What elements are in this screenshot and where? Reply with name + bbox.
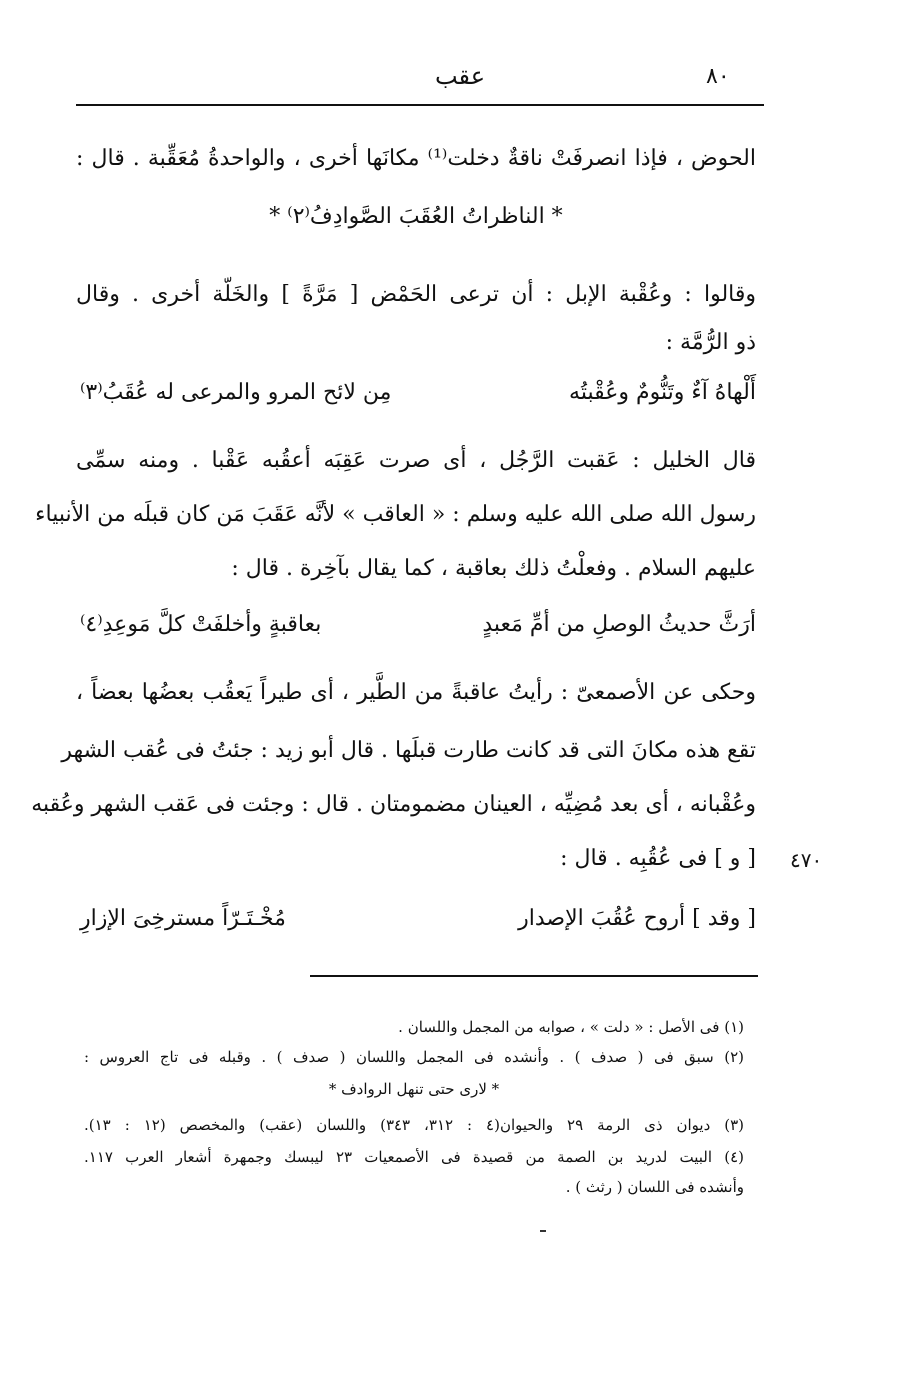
body-line-9: وعُقْبانه ، أى بعد مُضِيِّه ، العينان مضمومتان . قال : وجئت فى عَقب الشهر وعُقبه	[31, 792, 756, 817]
footnote-4: (٤) البيت لدريد بن الصمة من قصيدة فى الأصمعيات ٢٣ ليبسك وجمهرة أشعار العرب ١١٧.	[84, 1148, 744, 1166]
footnote-3: (٣) ديوان ذى الرمة ٢٩ والحيوان(٤ : ٣١٢، ٣٤٣) واللسان (عقب) والمخصص (١٢ : ١٣).	[84, 1116, 744, 1134]
body-line-8: تقع هذه مكانَ التى قد كانت طارت قبلَها . قال أبو زيد : جئتُ فى عُقب الشهر	[61, 738, 756, 763]
footnote-4-continuation: وأنشده فى اللسان ( رثث ) .	[565, 1178, 744, 1196]
margin-number: ٤٧٠	[790, 848, 823, 872]
running-title: عقب	[434, 62, 486, 90]
verse-3-second-hemistich: مُخْـتَـرّاً مسترخِىَ الإزارِ	[80, 906, 286, 931]
body-line-4: قال الخليل : عَقبت الرَّجُل ، أى صرت عَقِبَه أعقُبه عَقْبا . ومنه سمِّى	[76, 448, 756, 473]
body-line-3: ذو الرُّمَّة :	[665, 330, 756, 355]
verse-2-first-hemistich: أرَثَّ حديثُ الوصلِ من أمِّ مَعبدٍ	[482, 612, 756, 637]
verse-2-second-hemistich: بعاقبةٍ وأخلفَتْ كلَّ مَوعِدِ⁽٤⁾	[80, 612, 322, 637]
footnote-rule	[310, 975, 758, 977]
verse-1-first-hemistich: أَلْهاهُ آءٌ وتَنُّومٌ وعُقْبتُه	[569, 380, 756, 405]
verse-3-first-hemistich: [ وقد ] أروح عُقُبَ الإصدار	[518, 906, 756, 931]
footnote-1: (١) فى الأصل : « دلت » ، صوابه من المجمل واللسان .	[398, 1018, 744, 1036]
header-rule	[76, 104, 764, 106]
body-line-5: رسول الله صلى الله عليه وسلم : « العاقب » لأنَّه عَقَبَ مَن كان قبلَه من الأنبياء	[35, 502, 756, 527]
footnote-2-verse: * لارى حتى تنهل الروادف *	[328, 1080, 500, 1098]
body-line-2: وقالوا : وعُقْبة الإبل : أن ترعى الحَمْض [ مَرَّةً ] والخَلّة أخرى . وقال	[76, 282, 756, 307]
verse-fragment: * الناظراتُ العُقَبَ الصَّوادِفُ⁽٢⁾ *	[269, 204, 563, 229]
page-number: ٨٠	[706, 64, 730, 89]
body-line-6: عليهم السلام . وفعلْتُ ذلك بعاقبة ، كما يقال بآخِرة . قال :	[231, 556, 756, 581]
footnote-2: (٢) سبق فى ( صدف ) . وأنشده فى المجمل واللسان ( صدف ) . وقبله فى تاج العروس :	[84, 1048, 744, 1066]
verse-1-second-hemistich: مِن لائح المرو والمرعى له عُقَبُ⁽٣⁾	[80, 380, 392, 405]
stray-mark	[540, 1230, 546, 1232]
body-line-10: [ و ] فى عُقُبِه . قال :	[560, 846, 756, 871]
body-line-7: وحكى عن الأصمعىّ : رأيتُ عاقبةً من الطَّير ، أى طيراً يَعقُب بعضُها بعضاً ،	[76, 680, 756, 705]
body-line-1: الحوض ، فإذا انصرفَتْ ناقةٌ دخلت⁽¹⁾ مكانَها أخرى ، والواحدةُ مُعَقِّبة . قال :	[76, 146, 756, 171]
